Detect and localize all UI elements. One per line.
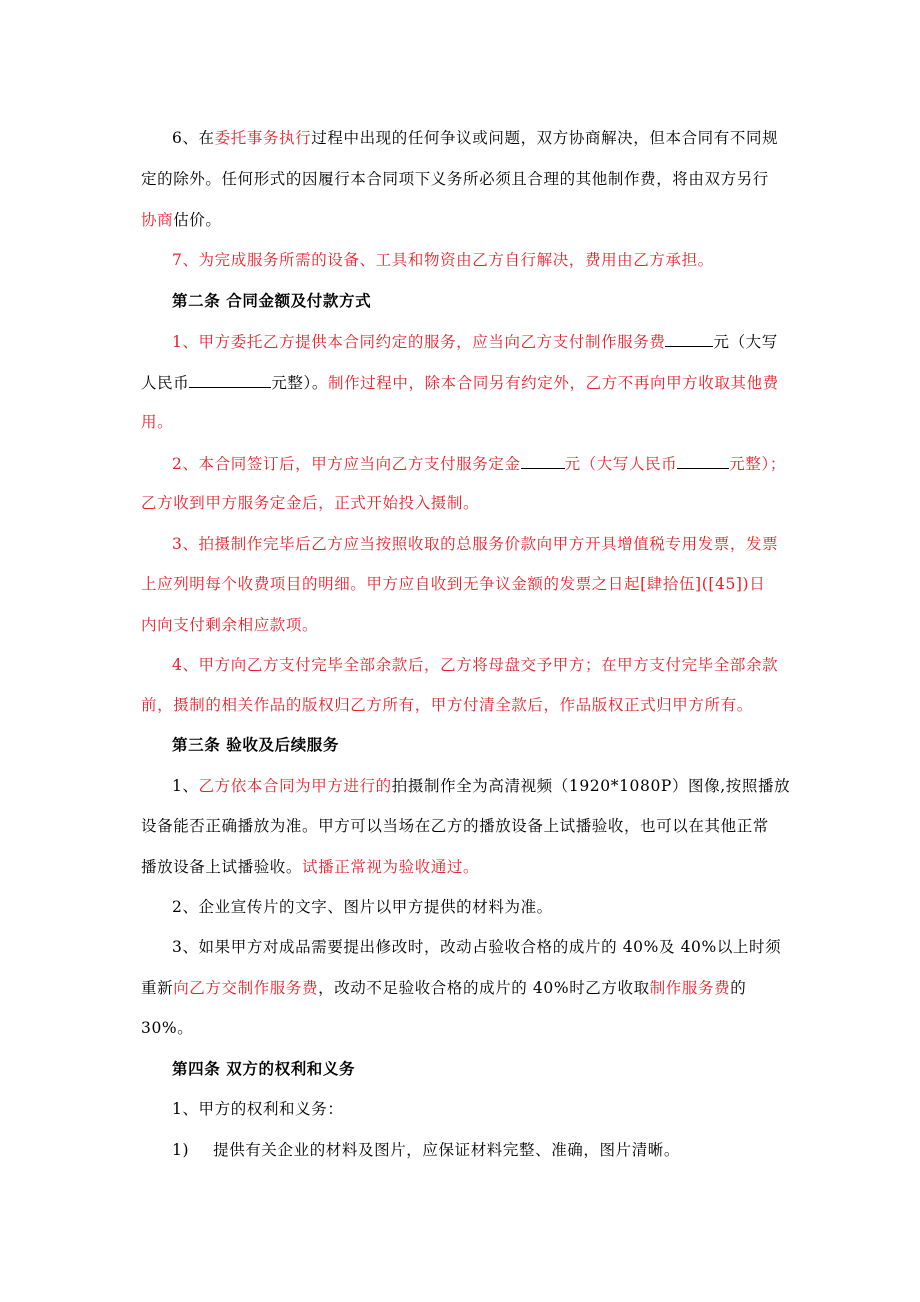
article-3-item-1-line-3: 播放设备上试播验收。试播正常视为验收通过。: [141, 858, 480, 876]
article-2-item-3-line-3: 内向支付剩余相应款项。: [141, 616, 319, 634]
article-2-heading: 第二条 合同金额及付款方式: [172, 291, 372, 310]
article-2-item-1-line-2: 人民币 元整）。制作过程中，除本合同另有约定外，乙方不再向甲方收取其他费: [141, 371, 781, 394]
fee-blank[interactable]: [665, 330, 713, 347]
article-4-item-1: 1、甲方的权利和义务：: [172, 1100, 344, 1118]
article-2-item-3-line-1: 3、拍摄制作完毕后乙方应当按照收取的总服务价款向甲方开具增值税专用发票，发票: [172, 535, 779, 553]
article-3-item-3-line-1: 3、如果甲方对成品需要提出修改时，改动占验收合格的成片的 40%及 40%以上时须: [172, 938, 782, 956]
article-2-item-3-line-2: 上应列明每个收费项目的明细。甲方应自收到无争议金额的发票之日起[肆拾伍]([45])日: [141, 575, 766, 593]
fee-capital-blank[interactable]: [189, 371, 271, 388]
article-2-item-4-line-1: 4、甲方向乙方支付完毕全部余款后，乙方将母盘交予甲方；在甲方支付完毕全部余款: [172, 656, 779, 674]
article-3-heading: 第三条 验收及后续服务: [172, 735, 339, 754]
clause-1-item-7: 7、为完成服务所需的设备、工具和物资由乙方自行解决，费用由乙方承担。: [172, 251, 714, 269]
clause-1-item-6-line-1: 6、在委托事务执行过程中出现的任何争议或问题，双方协商解决，但本合同有不同规: [172, 129, 779, 147]
article-2-item-4-line-2: 前，摄制的相关作品的版权归乙方所有，甲方付清全款后，作品版权正式归甲方所有。: [141, 696, 753, 714]
article-2-item-1-line-3: 用。: [141, 413, 174, 431]
deposit-capital-blank[interactable]: [677, 452, 729, 469]
article-3-item-1-line-1: 1、乙方依本合同为甲方进行的拍摄制作全为高清视频（1920*1080P）图像,按照播放: [172, 777, 791, 795]
article-3-item-1-line-2: 设备能否正确播放为准。甲方可以当场在乙方的播放设备上试播验收，也可以在其他正常: [141, 817, 769, 835]
article-4-heading: 第四条 双方的权利和义务: [172, 1059, 356, 1078]
clause-1-item-6-line-2: 定的除外。任何形式的因履行本合同项下义务所必须且合理的其他制作费，将由双方另行: [141, 170, 769, 188]
article-3-item-3-line-3: 30%。: [141, 1019, 194, 1037]
article-2-item-1-line-1: 1、甲方委托乙方提供本合同约定的服务，应当向乙方支付制作服务费 元（大写: [172, 330, 812, 353]
deposit-blank[interactable]: [521, 452, 565, 469]
clause-1-item-6-line-3: 协商估价。: [141, 211, 222, 229]
article-3-item-3-line-2: 重新向乙方交制作服务费，改动不足验收合格的成片的 40%时乙方收取制作服务费的: [141, 979, 747, 997]
article-4-item-1-sub-1: 1) 提供有关企业的材料及图片，应保证材料完整、准确，图片清晰。: [172, 1141, 681, 1159]
article-2-item-2-line-1: 2、本合同签订后，甲方应当向乙方支付服务定金 元（大写人民币 元整）；: [172, 452, 812, 475]
article-3-item-2: 2、企业宣传片的文字、图片以甲方提供的材料为准。: [172, 898, 553, 916]
article-2-item-2-line-2: 乙方收到甲方服务定金后，正式开始投入摄制。: [141, 494, 480, 512]
